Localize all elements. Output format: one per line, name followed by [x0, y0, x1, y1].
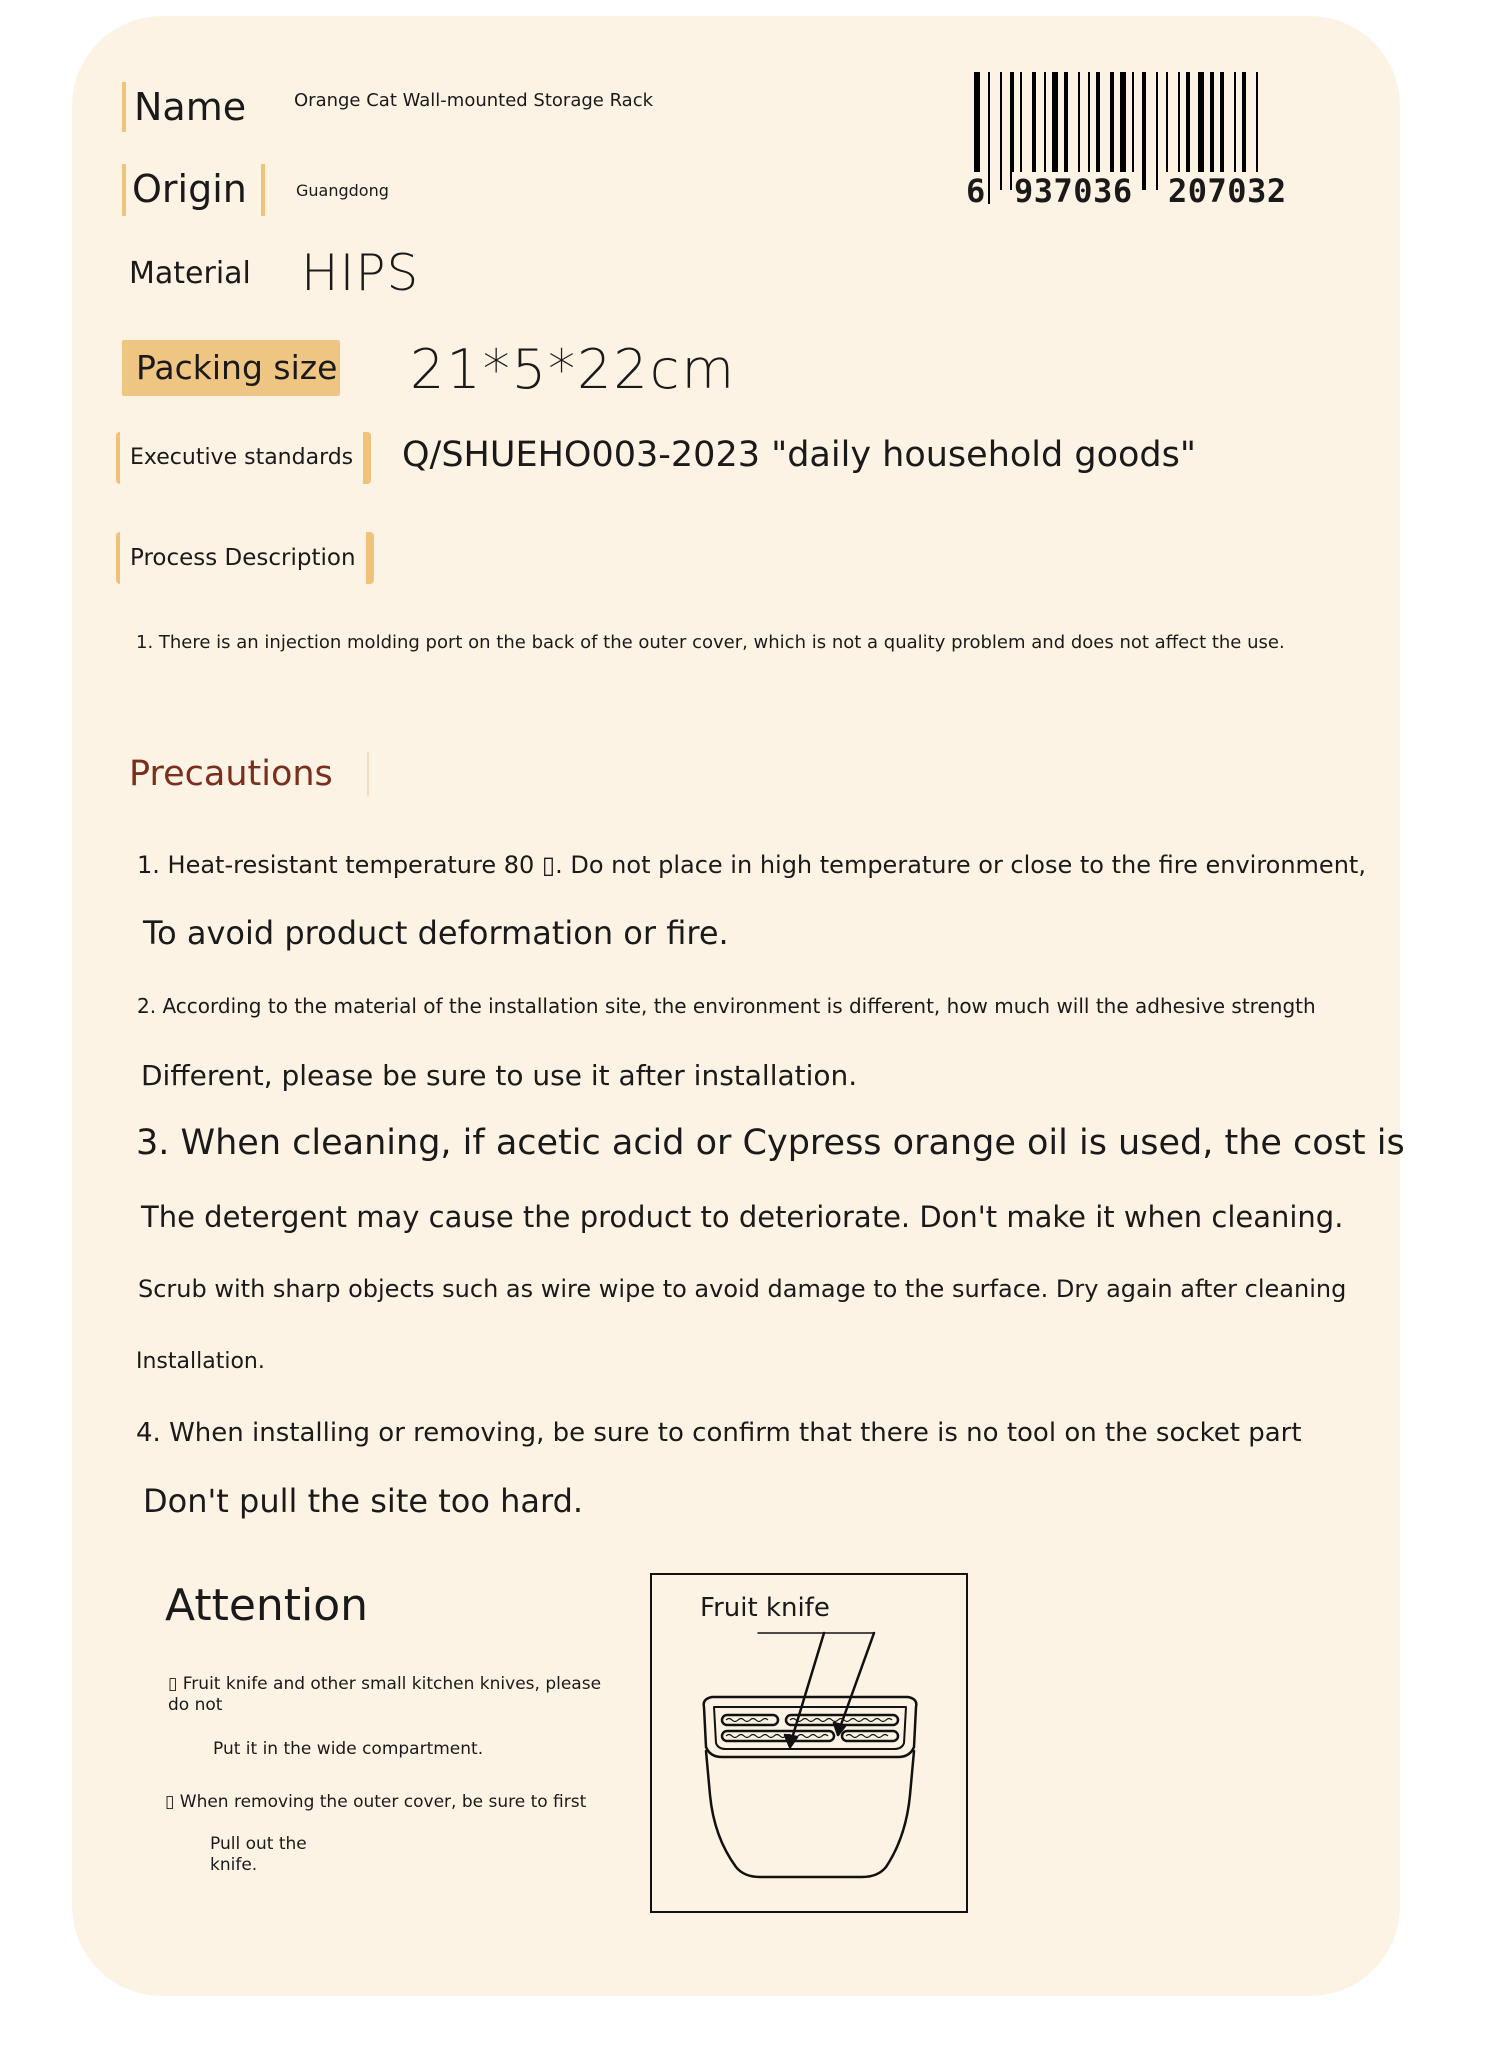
barcode-number-group1: 937036	[1014, 172, 1133, 210]
precaution-line-7: Scrub with sharp objects such as wire wipe to avoid damage to the surface. Dry again after cleaning	[138, 1275, 1347, 1303]
knife-diagram	[650, 1573, 968, 1913]
material-value: HIPS	[301, 244, 420, 302]
origin-label-wrap	[122, 164, 265, 216]
process-note: 1. There is an injection molding port on the back of the outer cover, which is not a quality problem and does not affect the use.	[136, 632, 1285, 653]
attention-item2-line3: knife.	[210, 1855, 258, 1875]
precaution-line-4: Different, please be sure to use it after installation.	[141, 1059, 858, 1092]
precaution-line-5: 3. When cleaning, if acetic acid or Cypress orange oil is used, the cost is	[136, 1123, 1405, 1163]
barcode-number-lead: 6	[966, 172, 986, 210]
process-label: Process Description	[116, 532, 374, 584]
barcode-bar	[988, 72, 990, 204]
barcode-bar	[1156, 72, 1158, 190]
precaution-line-1: 1. Heat-resistant temperature 80 ▯. Do not place in high temperature or close to the fire environment,	[137, 851, 1366, 879]
precaution-line-3: 2. According to the material of the installation site, the environment is different, how much will the adhesive strength	[137, 994, 1316, 1018]
name-label: Name	[122, 82, 246, 132]
standards-label: Executive standards	[116, 432, 371, 484]
attention-item1-line3: Put it in the wide compartment.	[213, 1739, 484, 1759]
rack-drawing	[652, 1575, 966, 1911]
precaution-line-6: The detergent may cause the product to deteriorate. Don't make it when cleaning.	[141, 1200, 1344, 1234]
packing-value: 21*5*22cm	[410, 338, 737, 401]
attention-title: Attention	[165, 1580, 369, 1631]
barcode-bar	[1000, 72, 1002, 190]
precaution-line-10: Don't pull the site too hard.	[143, 1482, 584, 1520]
barcode-number-group2: 207032	[1168, 172, 1287, 210]
barcode-bar	[1142, 72, 1146, 190]
precautions-title: Precautions	[129, 752, 369, 796]
origin-label: Origin	[132, 167, 247, 211]
barcode	[964, 72, 1346, 217]
precaution-line-2: To avoid product deformation or fire.	[143, 914, 729, 952]
standards-value: Q/SHUEHO003-2023 "daily household goods"	[402, 435, 1196, 475]
precaution-line-9: 4. When installing or removing, be sure to confirm that there is no tool on the socket part	[136, 1418, 1302, 1448]
origin-value: Guangdong	[296, 181, 389, 200]
precaution-line-8: Installation.	[136, 1349, 265, 1374]
attention-item1-line2: do not	[168, 1695, 223, 1715]
attention-item1-line1: ▯ Fruit knife and other small kitchen knives, please	[168, 1674, 602, 1694]
attention-item2-line1: ▯ When removing the outer cover, be sure to first	[165, 1792, 587, 1812]
name-value: Orange Cat Wall-mounted Storage Rack	[294, 90, 654, 111]
packing-label: Packing size	[122, 340, 340, 396]
attention-item2-line2: Pull out the	[210, 1834, 307, 1854]
diagram-label: Fruit knife	[700, 1593, 830, 1623]
material-label: Material	[129, 256, 251, 291]
